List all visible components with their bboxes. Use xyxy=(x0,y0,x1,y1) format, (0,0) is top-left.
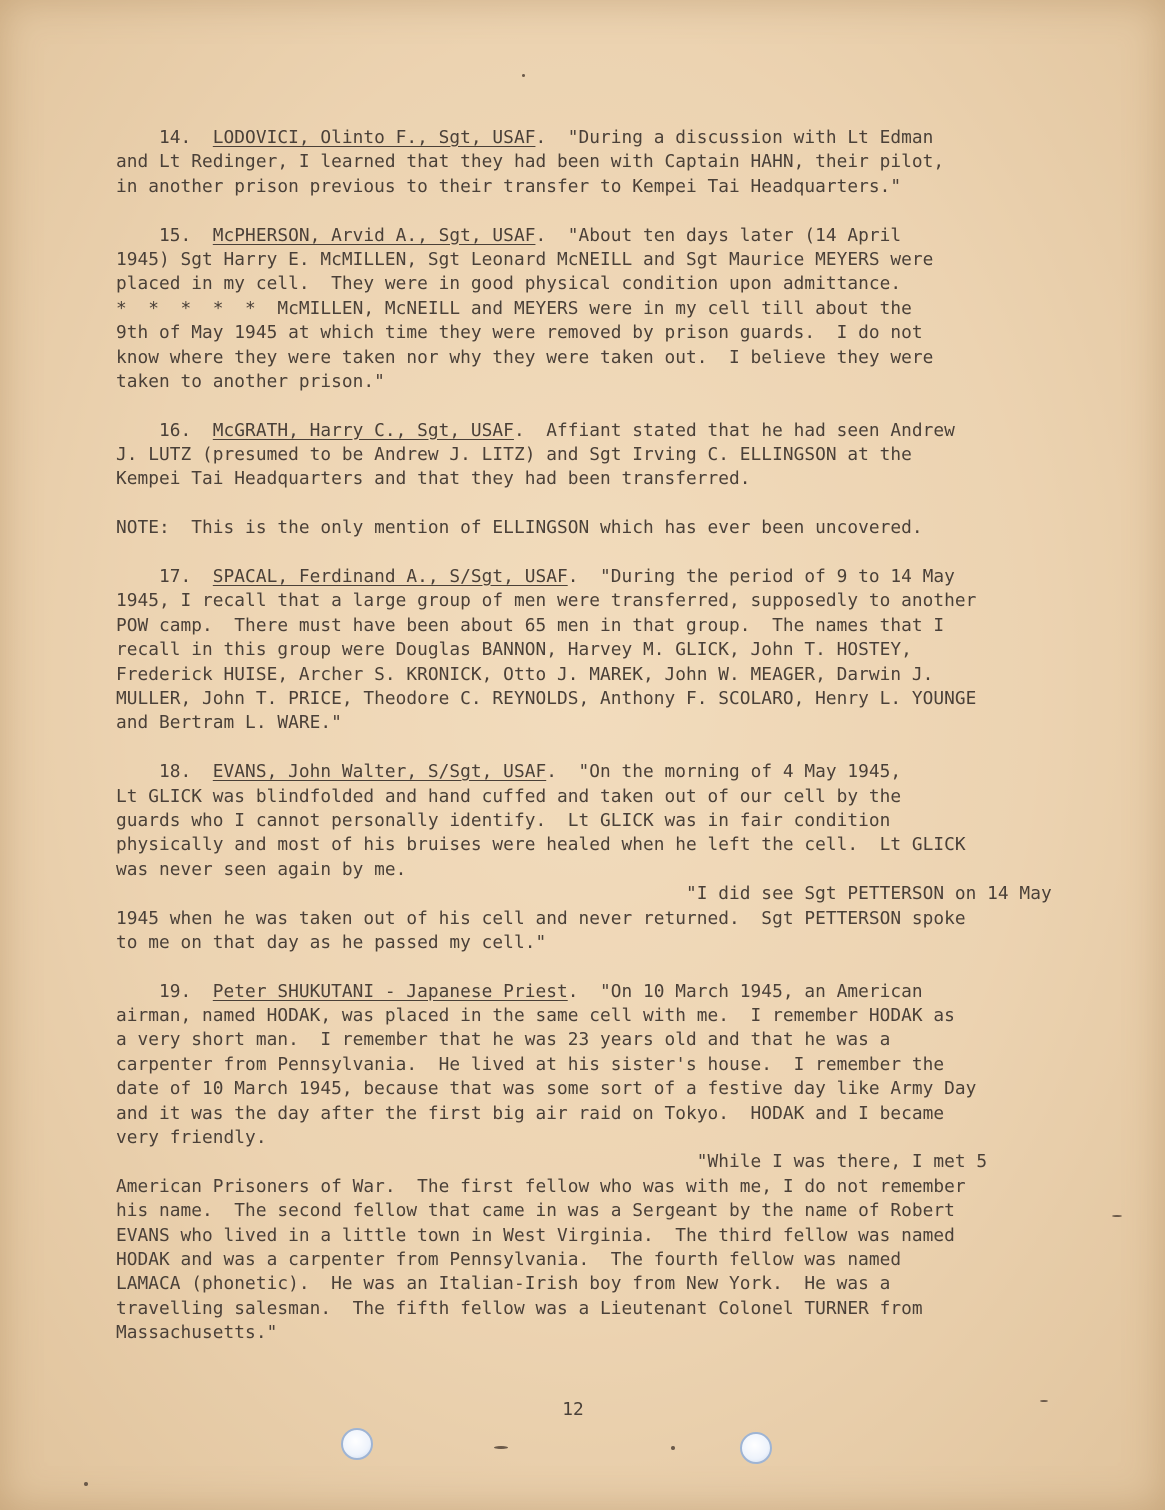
text-line xyxy=(116,175,1106,199)
text-line xyxy=(116,419,1106,443)
paragraph-gap xyxy=(116,199,1106,223)
text-segment: carpenter from Pennsylvania. He lived at his sister's house. I remember the xyxy=(116,1053,945,1075)
text-segment: know where they were taken nor why they were taken out. I believe they were xyxy=(116,346,934,368)
speck xyxy=(1112,1215,1122,1217)
speck xyxy=(522,74,525,77)
text-line xyxy=(116,297,1106,321)
text-line xyxy=(116,1102,1106,1126)
text-line xyxy=(116,589,1106,613)
text-segment: 1945, I recall that a large group of men were transferred, supposedly to another xyxy=(116,590,977,612)
text-line xyxy=(116,467,1106,491)
text-segment: * * * * * McMILLEN, McNEILL and MEYERS were in my cell till about the xyxy=(116,297,912,319)
text-line xyxy=(116,565,1106,589)
text-segment: HODAK and was a carpenter from Pennsylvania. The fourth fellow was named xyxy=(116,1248,902,1270)
text-segment: American Prisoners of War. The first fellow who was with me, I do not remember xyxy=(116,1175,966,1197)
paragraph-gap xyxy=(116,394,1106,418)
text-line xyxy=(116,907,1106,931)
text-line xyxy=(116,1028,1106,1052)
text-line xyxy=(116,687,1106,711)
paragraph xyxy=(116,224,1106,395)
paragraph-gap xyxy=(116,492,1106,516)
paragraph xyxy=(116,760,1106,955)
text-line xyxy=(116,224,1106,248)
text-line xyxy=(116,931,1106,955)
text-segment: 19. xyxy=(116,980,213,1002)
speck xyxy=(494,1446,508,1449)
text-segment: . "During a discussion with Lt Edman xyxy=(535,127,934,148)
text-segment: LAMACA (phonetic). He was an Italian-Irish boy from New York. He was a xyxy=(116,1273,891,1295)
text-segment: EVANS who lived in a little town in West Virginia. The third fellow was named xyxy=(116,1224,955,1246)
text-line xyxy=(116,1321,1106,1345)
underlined-name: LODOVICI, Olinto F., Sgt, USAF xyxy=(212,127,536,148)
text-segment: 9th of May 1945 at which time they were removed by prison guards. I do not xyxy=(116,322,923,344)
text-line xyxy=(116,858,1106,882)
text-line xyxy=(116,1053,1106,1077)
text-line xyxy=(116,809,1106,833)
text-line xyxy=(116,516,1106,540)
text-line xyxy=(116,126,1106,150)
text-line xyxy=(116,1199,1106,1223)
text-segment: "I did see Sgt PETTERSON on 14 May xyxy=(116,883,1052,905)
text-segment: 1945) Sgt Harry E. McMILLEN, Sgt Leonard McNEILL and Sgt Maurice MEYERS were xyxy=(116,248,934,270)
text-segment: Kempei Tai Headquarters and that they had been transferred. xyxy=(116,468,751,490)
text-segment: and Bertram L. WARE." xyxy=(116,712,342,734)
speck xyxy=(1040,1400,1048,1402)
paragraph-gap xyxy=(116,955,1106,979)
text-segment: . Affiant stated that he had seen Andrew xyxy=(513,419,955,441)
text-line xyxy=(116,638,1106,662)
text-segment: placed in my cell. They were in good physical condition upon admittance. xyxy=(116,273,902,295)
text-line xyxy=(116,980,1106,1004)
paragraph-gap xyxy=(116,736,1106,760)
binder-hole-left xyxy=(341,1428,373,1460)
text-segment: "While I was there, I met 5 xyxy=(116,1151,988,1173)
text-segment: 18. xyxy=(116,761,213,783)
text-segment: his name. The second fellow that came in was a Sergeant by the name of Robert xyxy=(116,1200,955,1222)
text-line xyxy=(116,248,1106,272)
document-body xyxy=(116,126,1106,1346)
speck xyxy=(84,1482,88,1486)
text-segment: J. LUTZ (presumed to be Andrew J. LITZ) and Sgt Irving C. ELLINGSON at the xyxy=(116,444,912,466)
text-segment: guards who I cannot personally identify. Lt GLICK was in fair condition xyxy=(116,809,891,831)
text-line xyxy=(116,1126,1106,1150)
underlined-name: SPACAL, Ferdinand A., S/Sgt, USAF xyxy=(212,566,568,588)
paragraph xyxy=(116,419,1106,492)
text-line xyxy=(116,614,1106,638)
text-segment: 16. xyxy=(116,419,213,441)
text-segment: recall in this group were Douglas BANNON, Harvey M. GLICK, John T. HOSTEY, xyxy=(116,639,912,661)
text-line xyxy=(116,370,1106,394)
text-segment: . "About ten days later (14 April xyxy=(535,224,902,246)
paragraph xyxy=(116,980,1106,1346)
text-line xyxy=(116,272,1106,296)
text-segment: Massachusetts." xyxy=(116,1322,278,1344)
text-segment: MULLER, John T. PRICE, Theodore C. REYNOLDS, Anthony F. SCOLARO, Henry L. YOUNGE xyxy=(116,687,977,709)
text-line xyxy=(116,346,1106,370)
text-segment: Frederick HUISE, Archer S. KRONICK, Otto J. MAREK, John W. MEAGER, Darwin J. xyxy=(116,663,934,685)
text-line xyxy=(116,1248,1106,1272)
text-line xyxy=(116,1175,1106,1199)
underlined-name: EVANS, John Walter, S/Sgt, USAF xyxy=(212,761,547,783)
text-segment: physically and most of his bruises were healed when he left the cell. Lt GLICK xyxy=(116,834,966,856)
text-line xyxy=(116,1224,1106,1248)
text-segment: airman, named HODAK, was placed in the same cell with me. I remember HODAK as xyxy=(116,1005,955,1027)
paragraph xyxy=(116,126,1106,199)
text-line xyxy=(116,833,1106,857)
paragraph xyxy=(116,516,1106,540)
text-line xyxy=(116,785,1106,809)
text-line xyxy=(116,1272,1106,1296)
text-line xyxy=(116,711,1106,735)
text-segment: POW camp. There must have been about 65 men in that group. The names that I xyxy=(116,614,945,636)
text-line xyxy=(116,1004,1106,1028)
paragraph xyxy=(116,565,1106,736)
text-segment: date of 10 March 1945, because that was some sort of a festive day like Army Day xyxy=(116,1078,977,1100)
page-number: 12 xyxy=(562,1399,584,1420)
text-segment: a very short man. I remember that he was 23 years old and that he was a xyxy=(116,1029,891,1051)
text-segment: . "On the morning of 4 May 1945, xyxy=(546,761,902,783)
text-segment: NOTE: This is the only mention of ELLINGSON which has ever been uncovered. xyxy=(116,517,923,539)
underlined-name: Peter SHUKUTANI - Japanese Priest xyxy=(212,980,568,1002)
text-segment: taken to another prison." xyxy=(116,370,385,392)
text-segment: 1945 when he was taken out of his cell and never returned. Sgt PETTERSON spoke xyxy=(116,907,966,929)
text-line xyxy=(116,1077,1106,1101)
text-segment: and it was the day after the first big air raid on Tokyo. HODAK and I became xyxy=(116,1102,945,1124)
text-line xyxy=(116,1150,1106,1174)
text-line xyxy=(116,663,1106,687)
paragraph-gap xyxy=(116,541,1106,565)
text-segment: in another prison previous to their transfer to Kempei Tai Headquarters." xyxy=(116,175,902,197)
text-line xyxy=(116,760,1106,784)
text-line xyxy=(116,150,1106,174)
speck xyxy=(671,1446,675,1450)
underlined-name: McPHERSON, Arvid A., Sgt, USAF xyxy=(212,224,536,246)
text-segment: 17. xyxy=(116,566,213,588)
text-segment: 15. xyxy=(116,224,213,246)
text-segment: to me on that day as he passed my cell." xyxy=(116,931,547,953)
text-segment: very friendly. xyxy=(116,1127,267,1149)
text-segment: Lt GLICK was blindfolded and hand cuffed and taken out of our cell by the xyxy=(116,785,902,807)
text-segment: was never seen again by me. xyxy=(116,858,407,880)
text-segment: 14. xyxy=(116,127,213,148)
text-line xyxy=(116,443,1106,467)
text-segment: . "During the period of 9 to 14 May xyxy=(567,566,955,588)
text-line xyxy=(116,882,1106,906)
text-segment: and Lt Redinger, I learned that they had been with Captain HAHN, their pilot, xyxy=(116,151,945,173)
text-segment: travelling salesman. The fifth fellow was a Lieutenant Colonel TURNER from xyxy=(116,1297,923,1319)
text-line xyxy=(116,321,1106,345)
underlined-name: McGRATH, Harry C., Sgt, USAF xyxy=(212,419,514,441)
text-segment: . "On 10 March 1945, an American xyxy=(567,980,923,1002)
text-line xyxy=(116,1297,1106,1321)
binder-hole-right xyxy=(740,1432,772,1464)
